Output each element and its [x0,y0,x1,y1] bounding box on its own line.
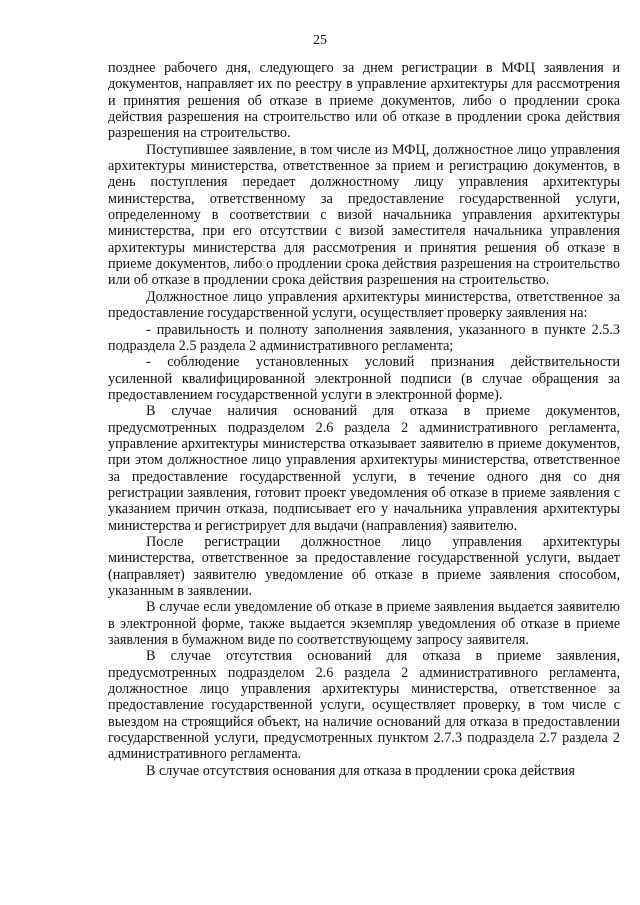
paragraph-continuation: позднее рабочего дня, следующего за днем регистрации в МФЦ заявления и документов, направляет их по реестру в управление архитектуры для рассмотрения и принятия решения об отказе в приеме документов, либо о продлении срока действия разрешения на строительство или об отказе в продлении срока действия разрешения на строительство. [108,60,620,142]
paragraph-after-registration: После регистрации должностное лицо управления архитектуры министерства, ответственное за предоставление государственной услуги, выдает (направляет) заявителю уведомление об отказе в приеме заявления способом, указанным в заявлении. [108,533,620,599]
paragraph-electronic-notice: В случае если уведомление об отказе в приеме заявления выдается заявителю в электронной форме, также выдается экземпляр уведомления об отказе в приеме заявления в бумажном виде по соответствующему запросу заявителя. [108,599,620,649]
list-item-completeness: - правильность и полноту заполнения заявления, указанного в пункте 2.5.3 подраздела 2.5 раздела 2 административного регламента; [108,321,620,354]
paragraph-verification: Должностное лицо управления архитектуры министерства, ответственное за предоставление государственной услуги, осуществляет проверку заявления на: [108,288,620,322]
paragraph-incoming-application: Поступившее заявление, в том числе из МФЦ, должностное лицо управления архитектуры министерства, ответственное за прием и регистрацию документов, в день поступления передает должностному лицу управления архитектуры министерства, ответственному за предоставление государственной услуги, определенному в соответствии с визой начальника управления архитектуры министерства, при его отсутствии с визой заместителя начальника управления архитектуры министерства для рассмотрения и принятия решения об отказе в приеме документов, либо о продлении срока действия разрешения на строительство или об отказе в продлении срока действия разрешения на строительство. [108,141,620,289]
document-body [108,60,620,779]
paragraph-no-refusal-grounds: В случае отсутствия оснований для отказа в приеме заявления, предусмотренных подразделом 2.6 раздела 2 административного регламента, должностное лицо управления архитектуры министерства, ответственное за предоставление государственной услуги, осуществляет проверку, в том числе с выездом на строящийся объект, на наличие оснований для отказа в предоставлении государственной услуги, предусмотренных пунктом 2.7.3 подраздела 2.7 раздела 2 административного регламента. [108,648,620,763]
page-number: 25 [313,33,327,48]
paragraph-refusal-grounds: В случае наличия оснований для отказа в приеме документов, предусмотренных подразделом 2.6 раздела 2 административного регламента, управление архитектуры министерства отказывает заявителю в приеме документов, при этом должностное лицо управления архитектуры министерства, ответственное за предоставление государственной услуги, в течение одного дня со дня регистрации заявления, готовит проект уведомления об отказе в приеме заявления с указанием причин отказа, подписывает его у начальника управления архитектуры министерства и регистрирует для выдачи (направления) заявителю. [108,403,620,534]
list-item-signature: - соблюдение установленных условий признания действительности усиленной квалифицированной электронной подписи (в случае обращения за предоставлением государственной услуги в электронной форме). [108,354,620,403]
paragraph-extension-start: В случае отсутствия основания для отказа в продлении срока действия [146,762,575,779]
